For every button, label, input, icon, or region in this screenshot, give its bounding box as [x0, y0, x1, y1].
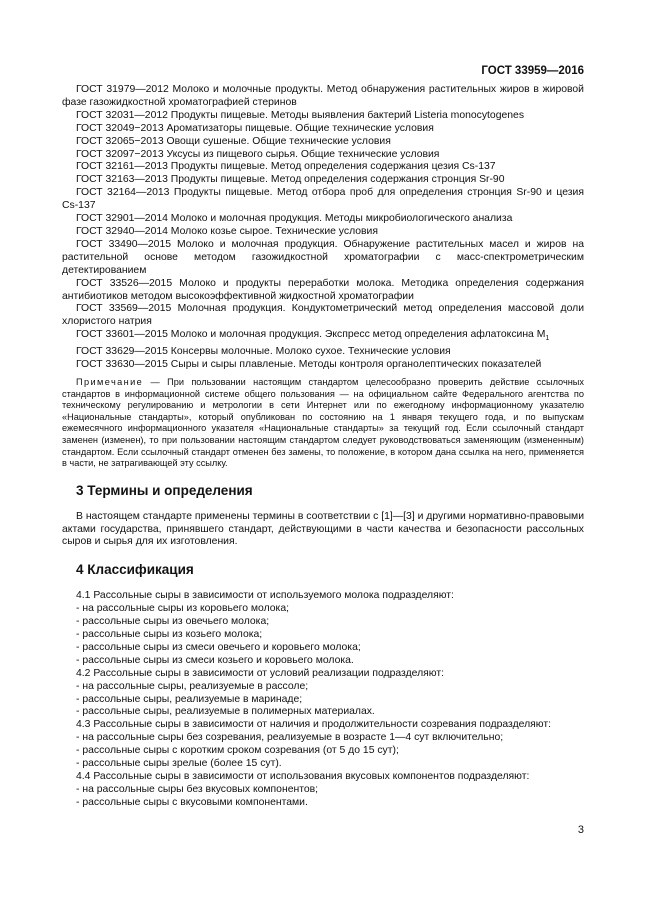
classification-list	[62, 590, 584, 809]
reference-item: ГОСТ 32049−2013 Ароматизаторы пищевые. Общие технические условия	[76, 122, 434, 134]
reference-item: ГОСТ 32097−2013 Уксусы из пищевого сырья. Общие технические условия	[76, 148, 440, 160]
page-number: 3	[577, 824, 584, 836]
classification-line: - рассольные сыры из овечьего молока;	[76, 616, 270, 628]
reference-item: ГОСТ 33630—2015 Сыры и сыры плавленые. Методы контроля органолептических показателей	[76, 359, 542, 371]
classification-line: - рассольные сыры из козьего молока;	[76, 629, 263, 641]
classification-line: - рассольные сыры из смеси козьего и коровьего молока.	[76, 654, 354, 666]
reference-item: ГОСТ 32161—2013 Продукты пищевые. Метод определения содержания цезия Cs-137	[76, 161, 496, 173]
page-content	[62, 84, 584, 810]
classification-line: - на рассольные сыры из коровьего молока;	[76, 603, 289, 615]
classification-line: - на рассольные сыры без вкусовых компонентов;	[76, 783, 319, 795]
section-3-title: 3 Термины и определения	[76, 482, 253, 498]
reference-item: ГОСТ 32901—2014 Молоко и молочная продукция. Методы микробиологического анализа	[76, 213, 513, 225]
note-text: — При пользовании настоящим стандартом целесообразно проверить действие ссылочных стандартов в информационной системе общего пользования — на официальном сайте Федерального агентства по техническому регулированию и метрологии в сети Интернет или по ежегодному информационному указателю «Национальные стандарты», который опубликован по состоянию на 1 января текущего года, и по выпускам ежемесячного информационного указателя «Национальные стандарты» за текущий год. Если ссылочный стандарт заменен (изменен), то при пользовании настоящим стандартом следует руководствоваться заменяющим (измененным) стандартом. Если ссылочный стандарт отменен без замены, то положение, в котором дана ссылка на него, применяется в части, не затрагивающей эту ссылку.	[62, 377, 584, 469]
classification-line: - на рассольные сыры, реализуемые в рассоле;	[76, 680, 309, 692]
note-label: Примечание	[76, 377, 144, 388]
reference-item-aflatoxin	[62, 329, 584, 346]
classification-line: - рассольные сыры зрелые (более 15 сут).	[76, 758, 282, 770]
classification-line: - на рассольные сыры без созревания, реализуемые в возрасте 1—4 сут включительно;	[76, 732, 504, 744]
reference-item: ГОСТ 33569—2015 Молочная продукция. Кондуктометрический метод определения массовой доли хлористого натрия	[62, 303, 584, 328]
classification-line: 4.1 Рассольные сыры в зависимости от используемого молока подразделяют:	[76, 590, 454, 602]
reference-item: ГОСТ 33526—2015 Молоко и продукты переработки молока. Методика определения содержания антибиотиков методом высокоэффективной жидкостной хроматографии	[62, 277, 584, 302]
classification-line: - рассольные сыры, реализуемые в маринаде;	[76, 693, 303, 705]
classification-line: - рассольные сыры с вкусовыми компонентами.	[76, 796, 308, 808]
reference-item: ГОСТ 32940—2014 Молоко козье сырое. Технические условия	[76, 225, 378, 237]
reference-item: ГОСТ 32164—2013 Продукты пищевые. Метод отбора проб для определения стронция Sr-90 и цезия Cs-137	[62, 187, 584, 212]
reference-item: ГОСТ 33629—2015 Консервы молочные. Молоко сухое. Технические условия	[76, 346, 451, 358]
subscript: 1	[545, 335, 550, 343]
document-code-header: ГОСТ 33959—2016	[481, 65, 584, 77]
reference-text: ГОСТ 33601—2015 Молоко и молочная продукция. Экспресс метод определения афлатоксина M	[76, 329, 546, 341]
reference-item: ГОСТ 32065−2013 Овощи сушеные. Общие технические условия	[76, 135, 391, 147]
reference-item: ГОСТ 31979—2012 Молоко и молочные продукты. Метод обнаружения растительных жиров в жировой фазе газожидкостной хроматографией стеринов	[62, 84, 584, 108]
classification-line: 4.4 Рассольные сыры в зависимости от использования вкусовых компонентов подразделяют:	[76, 770, 530, 782]
note-paragraph	[62, 377, 584, 470]
classification-line: 4.3 Рассольные сыры в зависимости от наличия и продолжительности созревания подразделяют:	[76, 719, 551, 731]
reference-item: ГОСТ 33490—2015 Молоко и молочная продукция. Обнаружение растительных масел и жиров на растительной основе методом газожидкостной хроматографии с масс-спектрометрическим детектированием	[62, 238, 584, 276]
reference-item: ГОСТ 32163—2013 Продукты пищевые. Метод определения содержания стронция Sr-90	[76, 174, 505, 186]
normative-references-list	[62, 84, 584, 372]
classification-line: - рассольные сыры из смеси овечьего и коровьего молока;	[76, 641, 361, 653]
reference-item: ГОСТ 32031—2012 Продукты пищевые. Методы выявления бактерий Listeria monocytogenes	[76, 109, 525, 121]
classification-line: - рассольные сыры, реализуемые в полимерных материалах.	[76, 706, 375, 718]
classification-line: 4.2 Рассольные сыры в зависимости от условий реализации подразделяют:	[76, 667, 444, 679]
classification-line: - рассольные сыры с коротким сроком созревания (от 5 до 15 сут);	[76, 745, 399, 757]
section-3-text: В настоящем стандарте применены термины в соответствии с [1]—[3] и другими нормативно-правовыми актами государства, принявшего стандарт, действующими в части качества и безопасности рассольных сыров и сырья для их изготовления.	[62, 510, 584, 548]
section-4-title: 4 Классификация	[76, 562, 194, 578]
